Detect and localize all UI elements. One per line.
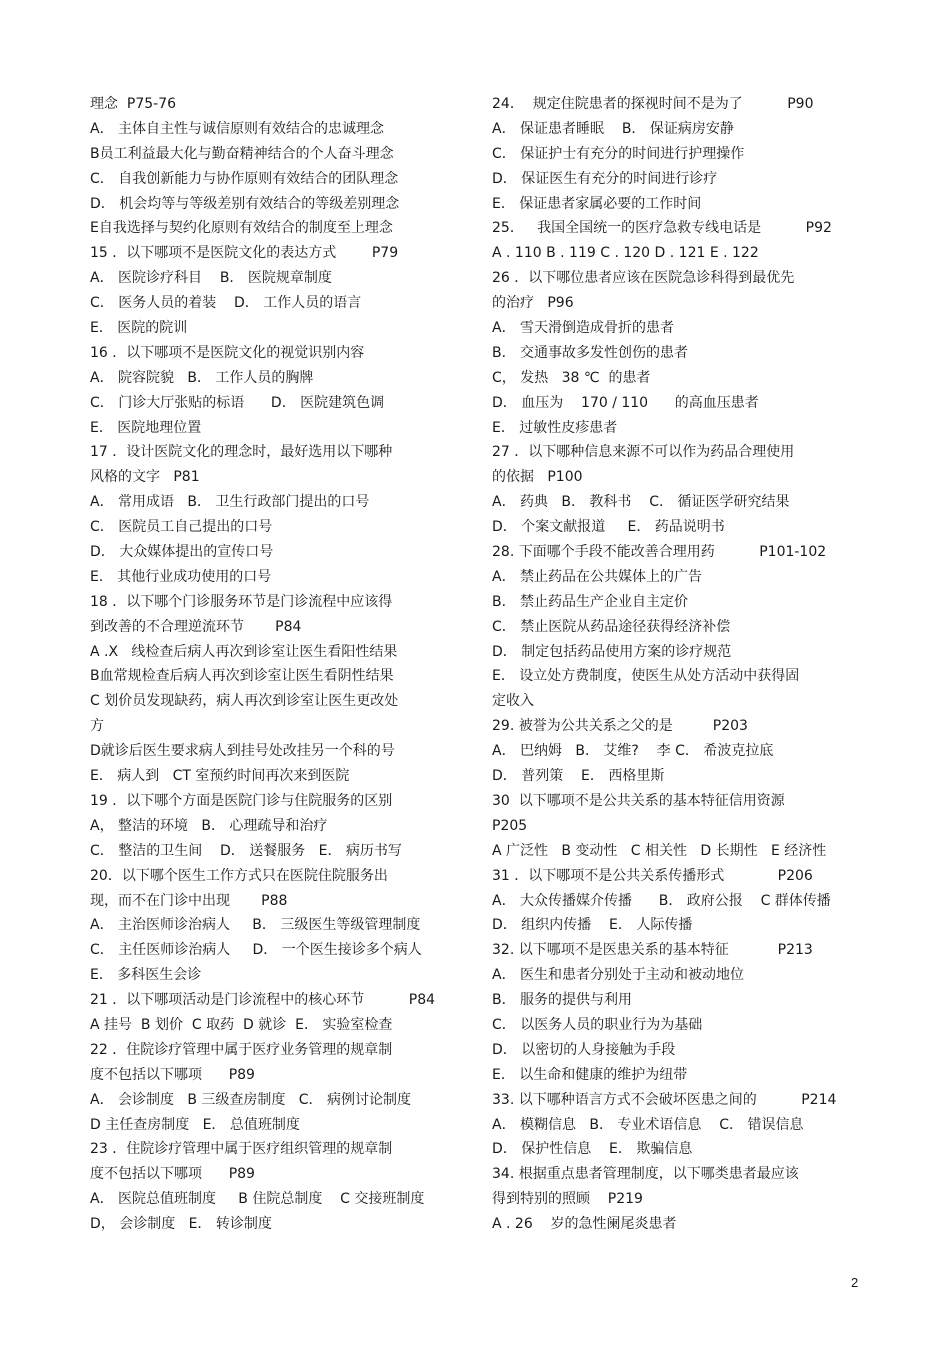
text-line: 32. 以下哪项不是医患关系的基本特征 P213 (492, 942, 813, 959)
text-line: C， 发热 38 ℃ 的患者 (492, 369, 651, 386)
text-line: 17 ．设计医院文化的理念时，最好选用以下哪种 (90, 444, 393, 461)
text-line: 现，而不在门诊中出现 P88 (90, 892, 288, 909)
text-line: A． 医生和患者分别处于主动和被动地位 (492, 967, 745, 984)
text-line: C． 主任医师诊治病人 D． 一个医生接诊多个病人 (90, 942, 422, 959)
text-line: E． 保证患者家属必要的工作时间 (492, 195, 702, 212)
text-line: 29. 被誉为公共关系之父的是 P203 (492, 718, 748, 735)
text-line: 19 ．以下哪个方面是医院门诊与住院服务的区别 (90, 792, 393, 809)
text-line: B员工利益最大化与勤奋精神结合的个人奋斗理念 (90, 145, 394, 162)
text-line: 31 ．以下哪项不是公共关系传播形式 P206 (492, 867, 813, 884)
text-line: B． 服务的提供与利用 (492, 992, 633, 1009)
text-line: A． 保证患者睡眠 B． 保证病房安静 (492, 120, 734, 137)
text-line: D． 保护性信息 E． 欺骗信息 (492, 1141, 693, 1158)
text-line: C． 保证护士有充分的时间进行护理操作 (492, 145, 745, 162)
text-line: C． 整洁的卫生间 D． 送餐服务 E． 病历书写 (90, 842, 402, 859)
text-line: 方 (90, 718, 104, 735)
text-line: A． 医院诊疗科目 B． 医院规章制度 (90, 270, 332, 287)
text-line: A． 会诊制度 B 三级查房制度 C． 病例讨论制度 (90, 1091, 412, 1108)
text-line: A． 医院总值班制度 B 住院总制度 C 交接班制度 (90, 1191, 425, 1208)
text-line: 24． 规定住院患者的探视时间不是为了 P90 (492, 96, 814, 112)
text-line: 得到特别的照顾 P219 (492, 1191, 643, 1208)
text-line: A． 主体自主性与诚信原则有效结合的忠诚理念 (90, 120, 385, 137)
text-line: P205 (492, 817, 528, 834)
text-line: A 挂号 B 划价 C 取药 D 就诊 E． 实验室检查 (90, 1016, 393, 1033)
right-column (492, 92, 852, 1237)
text-line: D． 组织内传播 E． 人际传播 (492, 917, 693, 934)
text-line: C 划价员发现缺药，病人再次到诊室让医生更改处 (90, 693, 399, 710)
text-line: C． 禁止医院从药品途径获得经济补偿 (492, 618, 731, 635)
text-line: C． 以医务人员的职业行为为基础 (492, 1016, 703, 1033)
text-line: 的依据 P100 (492, 469, 583, 486)
text-line: D． 个案文献报道 E． 药品说明书 (492, 519, 725, 536)
text-line: D就诊后医生要求病人到挂号处改挂另一个科的号 (90, 743, 395, 760)
text-line: D． 制定包括药品使用方案的诊疗规范 (492, 643, 732, 660)
text-line: A . 26 岁的急性阑尾炎患者 (492, 1216, 677, 1233)
text-line: A． 模糊信息 B． 专业术语信息 C． 错误信息 (492, 1116, 804, 1133)
left-column (90, 92, 470, 1237)
text-line: A . 110 B . 119 C . 120 D . 121 E . 122 (492, 245, 759, 262)
text-line: E自我选择与契约化原则有效结合的制度至上理念 (90, 220, 393, 237)
text-line: 15 ．以下哪项不是医院文化的表达方式 P79 (90, 245, 399, 262)
page-number: 2 (851, 1275, 859, 1290)
text-line: 26 ．以下哪位患者应该在医院急诊科得到最优先 (492, 270, 795, 287)
text-line: A .X 线检查后病人再次到诊室让医生看阳性结果 (90, 643, 398, 660)
text-line: D． 保证医生有充分的时间进行诊疗 (492, 170, 718, 187)
text-line: E． 过敏性皮疹患者 (492, 419, 618, 436)
text-line: 定收入 (492, 693, 534, 710)
text-line: A． 院容院貌 B． 工作人员的胸牌 (90, 369, 314, 386)
text-line: E． 以生命和健康的维护为纽带 (492, 1066, 688, 1083)
text-line: B． 交通事故多发性创伤的患者 (492, 344, 689, 361)
text-line: 到改善的不合理逆流环节 P84 (90, 618, 302, 635)
text-line: D 主任查房制度 E． 总值班制度 (90, 1116, 300, 1133)
text-line: 21 ．以下哪项活动是门诊流程中的核心环节 P84 (90, 992, 436, 1009)
text-line: 风格的文字 P81 (90, 469, 200, 486)
text-line: E． 多科医生会诊 (90, 967, 202, 984)
text-line: E． 设立处方费制度，使医生从处方活动中获得固 (492, 668, 800, 685)
text-line: A． 雪天滑倒造成骨折的患者 (492, 320, 675, 337)
text-line: 23 ．住院诊疗管理中属于医疗组织管理的规章制 (90, 1141, 393, 1158)
text-line: 度不包括以下哪项 P89 (90, 1166, 255, 1183)
text-line: E． 医院的院训 (90, 320, 188, 337)
text-line: 的治疗 P96 (492, 295, 574, 312)
text-line: E． 病人到 CT 室预约时间再次来到医院 (90, 768, 350, 785)
text-line: C． 医院员工自己提出的口号 (90, 519, 273, 536)
text-line: A． 常用成语 B． 卫生行政部门提出的口号 (90, 494, 370, 511)
text-line: D， 会诊制度 E． 转诊制度 (90, 1216, 272, 1233)
text-line: E． 其他行业成功使用的口号 (90, 568, 272, 585)
text-line: 16 ．以下哪项不是医院文化的视觉识别内容 (90, 344, 365, 361)
text-line: 20．以下哪个医生工作方式只在医院住院服务出 (90, 867, 388, 884)
text-line: A． 主治医师诊治病人 B． 三级医生等级管理制度 (90, 917, 421, 934)
text-line: 18 ．以下哪个门诊服务环节是门诊流程中应该得 (90, 593, 393, 610)
text-line: A． 禁止药品在公共媒体上的广告 (492, 568, 703, 585)
text-line: 27 ．以下哪种信息来源不可以作为药品合理使用 (492, 444, 795, 461)
text-line: B血常规检查后病人再次到诊室让医生看阴性结果 (90, 668, 394, 685)
text-line: A． 大众传播媒介传播 B． 政府公报 C 群体传播 (492, 892, 831, 909)
text-line: 理念 P75-76 (90, 96, 177, 112)
text-line: C． 医务人员的着装 D． 工作人员的语言 (90, 295, 362, 312)
text-line: A 广泛性 B 变动性 C 相关性 D 长期性 E 经济性 (492, 842, 827, 859)
text-line: 28. 下面哪个手段不能改善合理用药 P101-102 (492, 544, 827, 561)
text-line: 22 ．住院诊疗管理中属于医疗业务管理的规章制 (90, 1041, 393, 1058)
text-line: A， 整洁的环境 B． 心理疏导和治疗 (90, 817, 328, 834)
text-line: 33. 以下哪种语言方式不会破坏医患之间的 P214 (492, 1091, 837, 1108)
text-line: B． 禁止药品生产企业自主定价 (492, 593, 689, 610)
text-line: C． 门诊大厅张贴的标语 D． 医院建筑色调 (90, 394, 385, 411)
text-line: A． 药典 B． 教科书 C． 循证医学研究结果 (492, 494, 790, 511)
text-line: 25． 我国全国统一的医疗急救专线电话是 P92 (492, 220, 832, 237)
text-line: A． 巴纳姆 B． 艾维? 李 C． 希波克拉底 (492, 743, 774, 760)
text-line: C． 自我创新能力与协作原则有效结合的团队理念 (90, 170, 399, 187)
text-line: D． 大众媒体提出的宣传口号 (90, 544, 274, 561)
text-line: D． 血压为 170 / 110 的高血压患者 (492, 394, 759, 411)
text-line: D． 普列策 E． 西格里斯 (492, 768, 665, 785)
text-line: E． 医院地理位置 (90, 419, 202, 436)
text-line: 度不包括以下哪项 P89 (90, 1066, 255, 1083)
text-line: D． 以密切的人身接触为手段 (492, 1041, 676, 1058)
text-line: D． 机会均等与等级差别有效结合的等级差别理念 (90, 195, 400, 212)
text-line: 34. 根据重点患者管理制度，以下哪类患者最应该 (492, 1166, 799, 1183)
text-line: 30 以下哪项不是公共关系的基本特征信用资源 (492, 792, 785, 809)
